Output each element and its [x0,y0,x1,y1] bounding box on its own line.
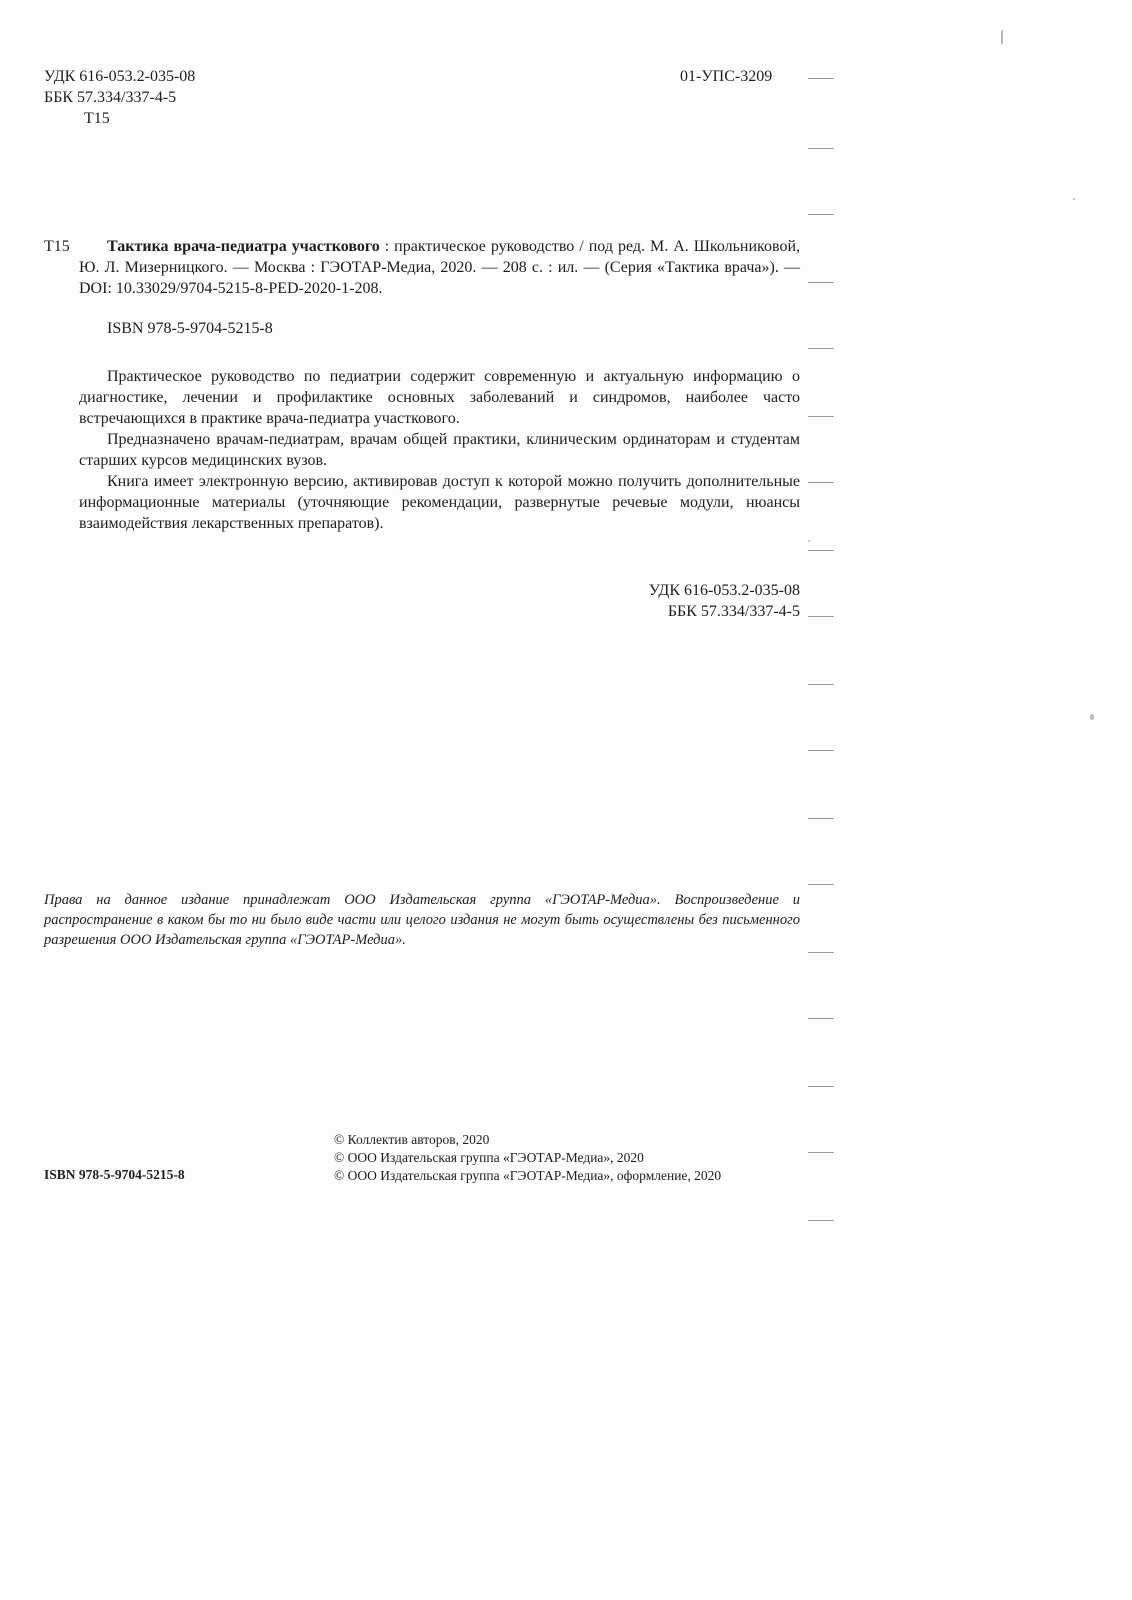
udk-code-bottom: УДК 616-053.2-035-08 [648,582,800,599]
margin-tick [808,282,834,283]
margin-tick [808,1152,834,1153]
edition-code: 01-УПС-3209 [680,68,773,85]
margin-tick [808,214,834,215]
bbk-code: ББК 57.334/337-4-5 [44,89,177,106]
margin-tick [808,1086,834,1087]
copyright-line: © Коллектив авторов, 2020 [334,1132,490,1147]
record-cipher: Т15 [44,238,70,255]
abstract-paragraph: Книга имеет электронную версию, активировав доступ к которой можно получить дополнительные информационные материалы (уточняющие рекомендации, развернутые речевые модули, нюансы взаимодействия лекарственных препаратов). [79,473,800,532]
scan-speck [1090,714,1094,720]
margin-tick [808,1220,834,1221]
margin-tick [808,884,834,885]
rights-notice: Права на данное издание принадлежат ООО Издательская группа «ГЭОТАР-Медиа». Воспроизведение и распространение в каком бы то ни было виде части или целого издания не могут быть осуществлены без письменного разрешения ООО Издательская группа «ГЭОТАР-Медиа». [44,892,800,948]
margin-tick [808,416,834,417]
scan-speck [1073,198,1075,200]
record-isbn: ISBN 978-5-9704-5215-8 [107,320,273,337]
record-description: : практическое руководство / под ред. М. А. Школьниковой, Ю. Л. Мизерницкого. — Москва : ГЭОТАР-Медиа, 2020. — 208 с. : ил. — (Серия «Тактика врача»). — DOI: 10.33029/9704-5215-8-PED-2020-1-208. [79,238,801,297]
margin-tick [808,148,834,149]
book-title: Тактика врача-педиатра участкового [107,238,380,255]
margin-tick [808,952,834,953]
classification-header [44,66,195,129]
footer-isbn: ISBN 978-5-9704-5215-8 [44,1167,185,1182]
copyright-line: © ООО Издательская группа «ГЭОТАР-Медиа», оформление, 2020 [334,1168,722,1183]
abstract-paragraph: Предназначено врачам-педиатрам, врачам общей практики, клиническим ординаторам и студентам старших курсов медицинских вузов. [79,431,800,469]
abstract [79,366,800,534]
bibliographic-record [44,236,800,299]
margin-tick [808,818,834,819]
udk-code: УДК 616-053.2-035-08 [44,68,196,85]
margin-tick [808,616,834,617]
classification-footer [500,580,800,622]
margin-tick [808,348,834,349]
abstract-paragraph: Практическое руководство по педиатрии содержит современную и актуальную информацию о диагностике, лечении и профилактике основных заболеваний и синдромов, наиболее часто встречающихся в практике врача-педиатра участкового. [79,368,800,427]
margin-tick [808,684,834,685]
author-sign: Т15 [84,110,110,127]
scan-speck [808,540,810,542]
margin-tick [808,1018,834,1019]
record-text [79,236,800,299]
bbk-code-bottom: ББК 57.334/337-4-5 [667,603,800,620]
scan-speck [1001,30,1003,44]
copyright-block [334,1131,721,1185]
margin-tick [808,550,834,551]
margin-tick [808,78,834,79]
margin-tick [808,482,834,483]
copyright-line: © ООО Издательская группа «ГЭОТАР-Медиа», 2020 [334,1150,644,1165]
margin-tick [808,750,834,751]
